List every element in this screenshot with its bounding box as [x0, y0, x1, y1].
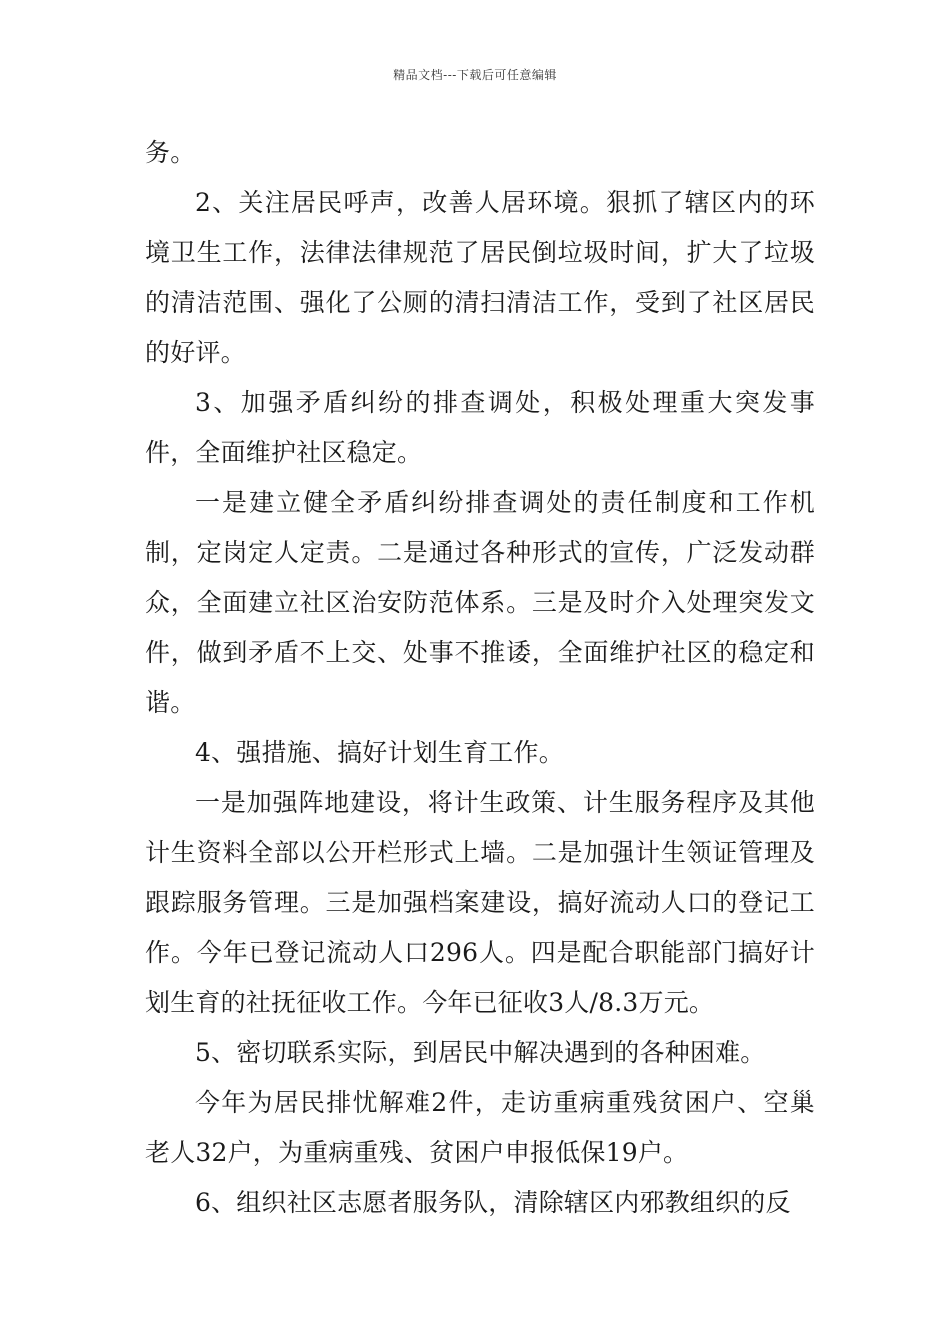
paragraph-item-5: 5、密切联系实际，到居民中解决遇到的各种困难。: [195, 1038, 766, 1067]
paragraph-item-5-detail: 今年为居民排忧解难2件，走访重病重残贫困户、空巢老人32户，为重病重残、贫困户申报低保19户。: [145, 1088, 815, 1167]
document-body: [145, 128, 815, 1228]
paragraph-item-6: 6、组织社区志愿者服务队，清除辖区内邪教组织的反: [195, 1188, 791, 1217]
paragraph-item-3-detail: 一是建立健全矛盾纠纷排查调处的责任制度和工作机制，定岗定人定责。二是通过各种形式的宣传，广泛发动群众，全面建立社区治安防范体系。三是及时介入处理突发文件，做到矛盾不上交、处事不推诿，全面维护社区的稳定和谐。: [145, 488, 815, 717]
paragraph-item-4-detail: 一是加强阵地建设，将计生政策、计生服务程序及其他计生资料全部以公开栏形式上墙。二是加强计生领证管理及跟踪服务管理。三是加强档案建设，搞好流动人口的登记工作。今年已登记流动人口296人。四是配合职能部门搞好计划生育的社抚征收工作。今年已征收3人/8.3万元。: [145, 788, 815, 1017]
paragraph-continuation: 务。: [145, 138, 196, 167]
paragraph-item-3: 3、加强矛盾纠纷的排查调处，积极处理重大突发事件，全面维护社区稳定。: [145, 388, 815, 467]
paragraph-item-2: 2、关注居民呼声，改善人居环境。狠抓了辖区内的环境卫生工作，法律法律规范了居民倒垃圾时间，扩大了垃圾的清洁范围、强化了公厕的清扫清洁工作，受到了社区居民的好评。: [145, 188, 815, 367]
page-header: 精品文档---下载后可任意编辑: [393, 68, 557, 82]
paragraph-item-4: 4、强措施、搞好计划生育工作。: [195, 738, 564, 767]
